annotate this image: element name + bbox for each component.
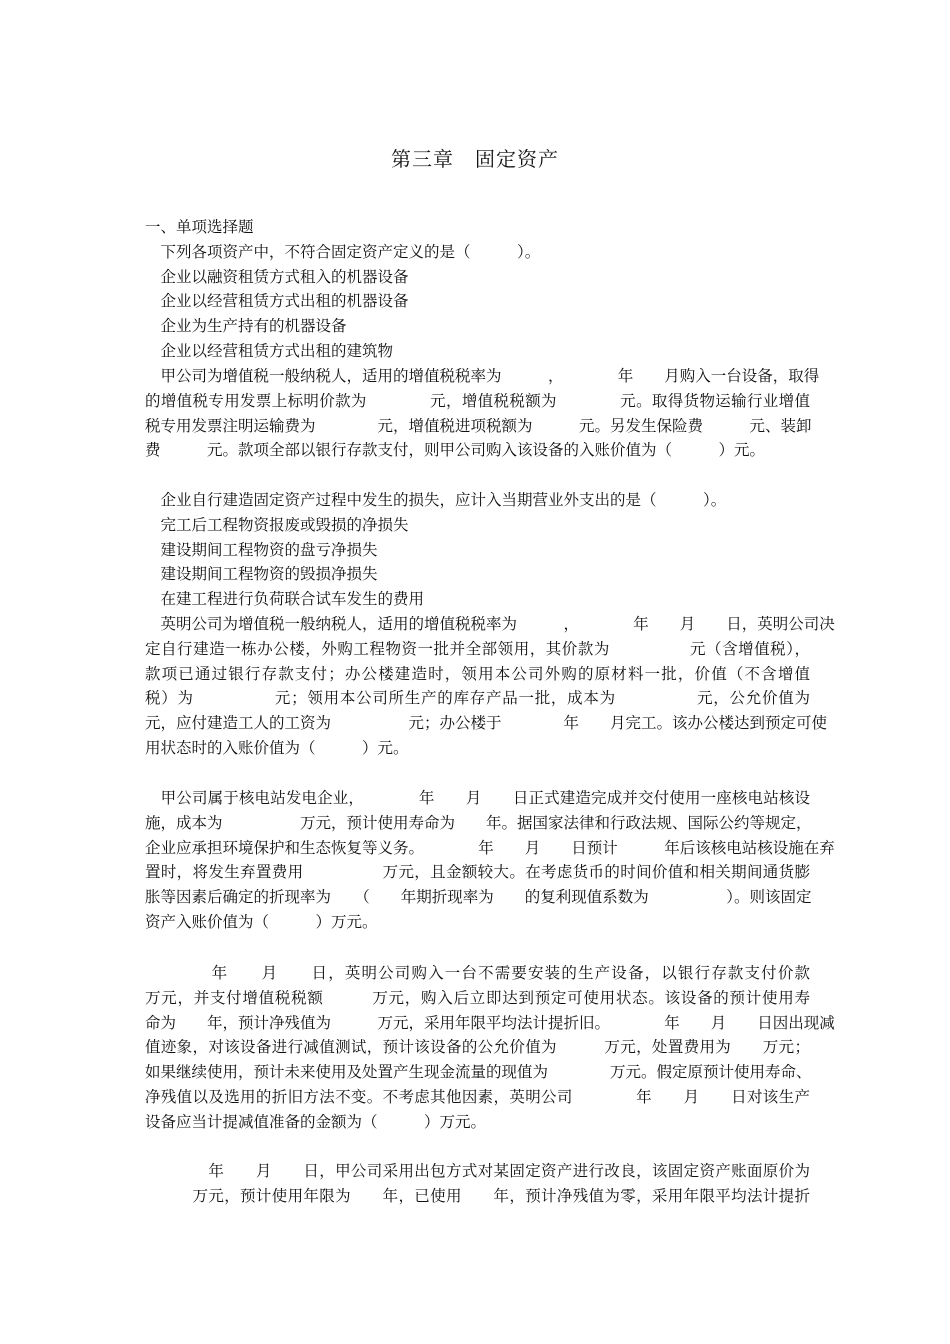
question-1-option-b: 企业以经营租赁方式出租的机器设备 bbox=[145, 292, 409, 311]
question-4-block bbox=[145, 612, 888, 761]
question-3-option-d: 在建工程进行负荷联合试车发生的费用 bbox=[145, 590, 425, 609]
question-5-line: 施，成本为 万元，预计使用寿命为 年。据国家法律和行政法规、国际公约等规定， bbox=[145, 813, 812, 832]
question-3-option-b: 建设期间工程物资的盘亏净损失 bbox=[145, 540, 378, 559]
question-5-block bbox=[145, 786, 835, 935]
question-1-option-a: 企业以融资租赁方式租入的机器设备 bbox=[145, 267, 409, 286]
question-5-line: 甲公司属于核电站发电企业， 年 月 日正式建造完成并交付使用一座核电站核设 bbox=[145, 789, 810, 807]
question-3-block bbox=[145, 488, 810, 612]
question-6-line: 年 月 日，英明公司购入一台不需要安装的生产设备，以银行存款支付价款 bbox=[145, 964, 857, 982]
question-4-line: 税）为 元；领用本公司所生产的库存产品一批，成本为 元，公允价值为 bbox=[145, 689, 888, 708]
question-7-line: 万元，预计使用年限为 年，已使用 年，预计净残值为零，采用年限平均法计提折 bbox=[145, 1186, 810, 1205]
question-5-line: 置时，将发生弃置费用 万元，且金额较大。在考虑货币的时间价值和相关期间通货膨 bbox=[145, 863, 810, 882]
question-6-line: 如果继续使用，预计未来使用及处置产生现金流量的现值为 万元。假定原预计使用寿命、 bbox=[145, 1063, 812, 1082]
question-3-stem: 企业自行建造固定资产过程中发生的损失，应计入当期营业外支出的是（ ）。 bbox=[145, 491, 727, 509]
chapter-title: 第三章 固定资产 bbox=[391, 147, 559, 171]
question-2-line: 费 元。款项全部以银行存款支付，则甲公司购入该设备的入账价值为（ ）元。 bbox=[145, 441, 766, 460]
question-1-block bbox=[145, 215, 810, 364]
question-2-line: 甲公司为增值税一般纳税人，适用的增值税税率为 ， 年 月购入一台设备，取得 bbox=[145, 367, 820, 385]
question-6-line: 命为 年，预计净残值为 万元，采用年限平均法计提折旧。 年 月 日因出现减 bbox=[145, 1013, 835, 1032]
question-1-option-c: 企业为生产持有的机器设备 bbox=[145, 317, 347, 336]
question-3-option-a: 完工后工程物资报废或毁损的净损失 bbox=[145, 515, 409, 534]
question-1-stem: 下列各项资产中，不符合固定资产定义的是（ ）。 bbox=[145, 242, 541, 261]
question-5-line: 企业应承担环境保护和生态恢复等义务。 年 月 日预计 年后该核电站核设施在弃 bbox=[145, 838, 835, 857]
question-4-line: 英明公司为增值税一般纳税人，适用的增值税税率为 ， 年 月 日，英明公司决 bbox=[145, 615, 835, 633]
section-heading: 一、单项选择题 bbox=[145, 218, 254, 236]
question-6-line: 设备应当计提减值准备的金额为（ ）万元。 bbox=[145, 1112, 487, 1131]
question-6-line: 万元，并支付增值税税额 万元，购入后立即达到预定可使用状态。该设备的预计使用寿 bbox=[145, 988, 810, 1007]
question-6-block bbox=[145, 961, 857, 1135]
question-2-line: 的增值税专用发票上标明价款为 元，增值税税额为 元。取得货物运输行业增值 bbox=[145, 391, 810, 410]
question-5-line: 资产入账价值为（ ）万元。 bbox=[145, 912, 378, 931]
question-2-block bbox=[145, 364, 820, 463]
question-4-line: 用状态时的入账价值为（ ）元。 bbox=[145, 738, 409, 757]
question-4-line: 元，应付建造工人的工资为 元；办公楼于 年 月完工。该办公楼达到预定可使 bbox=[145, 714, 828, 733]
question-2-line: 税专用发票注明运输费为 元，增值税进项税额为 元。另发生保险费 元、装卸 bbox=[145, 416, 812, 435]
question-6-line: 值迹象，对该设备进行减值测试，预计该设备的公允价值为 万元，处置费用为 万元； bbox=[145, 1038, 810, 1057]
question-4-line: 款项已通过银行存款支付；办公楼建造时，领用本公司外购的原材料一批，价值（不含增值 bbox=[145, 664, 810, 683]
question-7-line: 年 月 日，甲公司采用出包方式对某固定资产进行改良，该固定资产账面原价为 bbox=[145, 1162, 810, 1180]
question-5-line: 胀等因素后确定的折现率为 （ 年期折现率为 的复利现值系数为 ）。则该固定 bbox=[145, 888, 812, 907]
question-1-option-d: 企业以经营租赁方式出租的建筑物 bbox=[145, 341, 394, 360]
question-3-option-c: 建设期间工程物资的毁损净损失 bbox=[145, 565, 378, 584]
question-6-line: 净残值以及选用的折旧方法不变。不考虑其他因素，英明公司 年 月 日对该生产 bbox=[145, 1087, 810, 1106]
question-4-line: 定自行建造一栋办公楼，外购工程物资一批并全部领用，其价款为 元（含增值税）， bbox=[145, 639, 810, 658]
question-7-block bbox=[145, 1159, 810, 1209]
